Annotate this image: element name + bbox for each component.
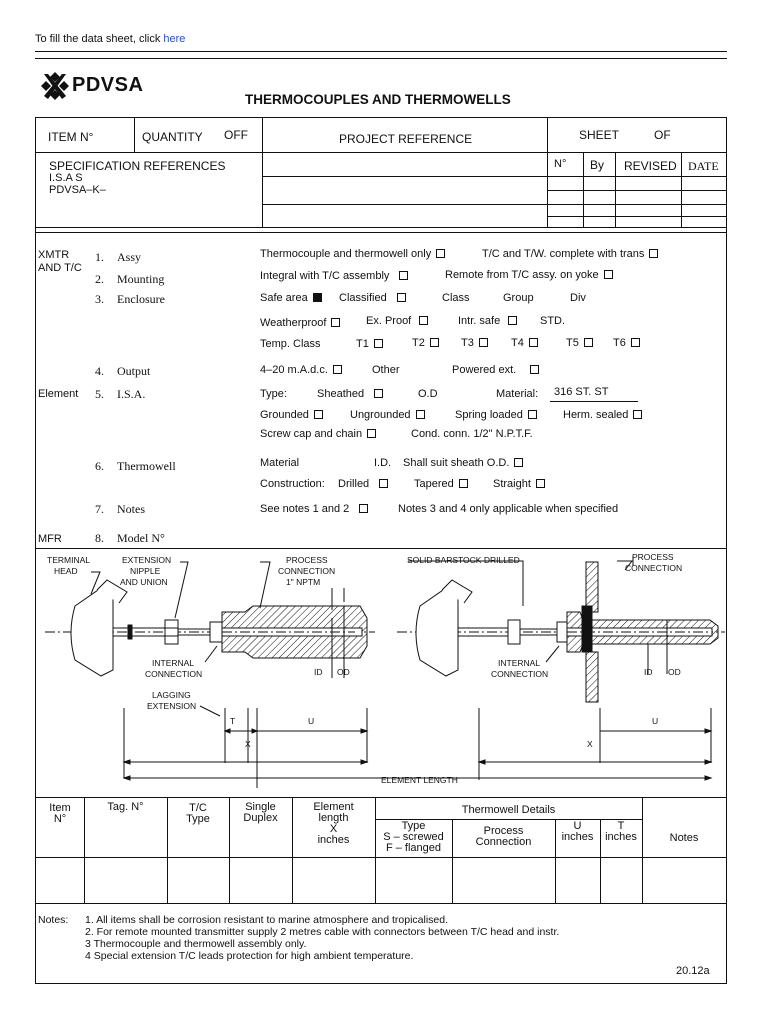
opt-drilled: [338, 478, 388, 490]
opt-weatherproof-text: Weatherproof: [260, 317, 327, 329]
rev-by-label: By: [590, 158, 605, 172]
diag-lagging-1: LAGGING: [152, 690, 191, 700]
th-u-1: U: [573, 820, 582, 832]
th-notes: Notes: [669, 832, 699, 844]
pdvsa-logo: [38, 70, 72, 102]
opt-tw-shall: [403, 457, 523, 469]
opt-assy-b: [482, 248, 658, 260]
opt-output-a-text: 4–20 m.A.d.c.: [260, 364, 328, 376]
opt-weatherproof: [260, 317, 340, 329]
opt-ungrounded-text: Ungrounded: [350, 409, 411, 421]
spec-line-pdvsa: PDVSA–K–: [49, 184, 106, 196]
row-7-label: Notes: [117, 502, 145, 516]
brand-name: PDVSA: [72, 74, 144, 96]
spec-references-label: SPECIFICATION REFERENCES: [49, 159, 226, 173]
diag-solid: SOLID BARSTOCK DRILLED: [407, 555, 520, 565]
opt-herm: [563, 409, 642, 421]
opt-tw-shall-text: Shall suit sheath O.D.: [403, 457, 510, 469]
diag-u-left: U: [308, 716, 315, 726]
opt-material-label: Material:: [496, 388, 539, 400]
opt-t1: [356, 338, 383, 350]
checkbox-mount-b[interactable]: [604, 270, 613, 279]
opt-t4-text: T4: [511, 337, 524, 349]
fill-prompt-text: To fill the data sheet, click: [35, 33, 161, 45]
diag-proc-3: 1" NPTM: [286, 577, 321, 587]
opt-notes-a-text: See notes 1 and 2: [260, 503, 350, 515]
opt-safe-area: [260, 292, 322, 304]
opt-intr-safe-text: Intr. safe: [458, 315, 501, 327]
row-1-label: Assy: [117, 250, 142, 264]
project-reference-label: PROJECT REFERENCE: [339, 132, 473, 146]
th-t: [600, 821, 642, 843]
header-line-end: [35, 227, 727, 228]
item-no-label: ITEM N°: [48, 130, 94, 144]
checkbox-t1[interactable]: [374, 339, 383, 348]
spec-line-isa: I.S.A S: [49, 172, 83, 184]
hdr-h3: [547, 190, 727, 191]
opt-t1-text: T1: [356, 338, 369, 350]
row-6-label: Thermowell: [117, 459, 176, 473]
off-label: OFF: [224, 128, 248, 142]
checkbox-t2[interactable]: [430, 338, 439, 347]
diag-internal-left-1: INTERNAL: [152, 658, 195, 668]
opt-ex-proof-text: Ex. Proof: [366, 315, 412, 327]
diag-proc-1: PROCESS: [286, 555, 328, 565]
opt-assy-a-text: Thermocouple and thermowell only: [260, 248, 432, 260]
hdr-h2: [262, 176, 727, 177]
opt-cond: Cond. conn. 1/2" N.P.T.F.: [411, 428, 533, 440]
th-single-1: Single: [245, 801, 276, 813]
checkbox-t6[interactable]: [631, 338, 640, 347]
opt-output-a: [260, 364, 342, 376]
th-single-2: Duplex: [243, 812, 278, 824]
table-header-bottom: [35, 857, 727, 858]
opt-t6: [613, 337, 640, 349]
opt-spring: [455, 409, 537, 421]
row-4-num: 4.: [95, 364, 104, 378]
opt-powered-text: Powered ext.: [452, 364, 517, 376]
sheet-label: SHEET: [579, 128, 620, 142]
th-item-2: N°: [53, 813, 67, 825]
diag-proc-r-1: PROCESS: [632, 552, 674, 562]
th-type-3: F – flanged: [385, 842, 442, 854]
top-rule-1: [35, 51, 727, 52]
opt-sheathed-text: Sheathed: [317, 388, 365, 400]
opt-classified-text: Classified: [339, 292, 387, 304]
note-3: 3 Thermocouple and thermowell assembly only.: [85, 938, 307, 950]
diag-x-left: X: [245, 739, 251, 749]
th-process: [452, 826, 555, 848]
checkbox-weatherproof[interactable]: [331, 318, 340, 327]
notes-list: [85, 914, 559, 962]
material-underline: [550, 401, 638, 402]
diag-element-length: ELEMENT LENGTH: [381, 775, 458, 785]
frame-top: [35, 117, 727, 118]
th-el-4: inches: [317, 834, 350, 846]
hdr-v2: [262, 117, 263, 227]
checkbox-t3[interactable]: [479, 338, 488, 347]
quantity-label: QUANTITY: [142, 130, 203, 144]
diag-ext-1: EXTENSION: [122, 555, 172, 565]
opt-tw-id: I.D.: [374, 457, 392, 469]
material-value[interactable]: 316 ST. ST: [554, 386, 609, 398]
diag-od-right: OD: [668, 667, 681, 677]
opt-mount-a: [260, 270, 408, 282]
notes-label: Notes:: [38, 914, 69, 926]
opt-classified: [339, 292, 406, 304]
doc-code: 20.12a: [676, 965, 710, 977]
opt-t3-text: T3: [461, 337, 474, 349]
opt-drilled-text: Drilled: [338, 478, 370, 490]
opt-herm-text: Herm. sealed: [563, 409, 629, 421]
opt-t4: [511, 337, 538, 349]
opt-safe-area-text: Safe area: [260, 292, 308, 304]
th-tc-1: T/C: [189, 802, 207, 814]
opt-notes-b: Notes 3 and 4 only applicable when specified: [398, 503, 619, 515]
diag-terminal-head-2: HEAD: [54, 566, 78, 576]
opt-construction: Construction:: [260, 478, 325, 490]
diag-terminal-head-1: TERMINAL: [47, 555, 90, 565]
th-t-1: T: [617, 820, 625, 832]
row-3-num: 3.: [95, 292, 104, 306]
opt-group: Group: [503, 292, 534, 304]
opt-std: STD.: [540, 315, 566, 327]
checkbox-drilled[interactable]: [379, 479, 388, 488]
checkbox-straight[interactable]: [536, 479, 545, 488]
opt-temp-class: Temp. Class: [260, 338, 321, 350]
checkbox-t5[interactable]: [584, 338, 593, 347]
th-u-2: inches: [561, 831, 594, 843]
th-tc: [167, 803, 229, 825]
th-type-2: S – screwed: [383, 831, 444, 843]
opt-ex-proof: [366, 315, 428, 327]
opt-t5-text: T5: [566, 337, 579, 349]
th-item: [35, 803, 85, 825]
row-5-label: I.S.A.: [117, 387, 146, 401]
checkbox-spring[interactable]: [528, 410, 537, 419]
opt-sheathed: [317, 388, 383, 400]
revised-label: REVISED: [624, 159, 677, 173]
th-item-1: Item: [49, 802, 71, 814]
diag-od-left: OD: [337, 667, 350, 677]
opt-t6-text: T6: [613, 337, 626, 349]
date-label: DATE: [688, 159, 719, 173]
table-bottom: [35, 903, 727, 904]
row-3-label: Enclosure: [117, 292, 165, 306]
fill-prompt: [35, 33, 185, 45]
th-element: [292, 802, 375, 846]
row-1-num: 1.: [95, 250, 104, 264]
row-6-num: 6.: [95, 459, 104, 473]
opt-assy-b-text: T/C and T/W. complete with trans: [482, 248, 645, 260]
fill-link[interactable]: here: [163, 33, 186, 45]
opt-straight: [493, 478, 545, 490]
opt-class: Class: [442, 292, 470, 304]
diag-id-right: ID: [644, 667, 653, 677]
checkbox-safe-area[interactable]: [313, 293, 322, 302]
thermocouple-diagram: [35, 548, 727, 798]
th-type: [375, 821, 452, 854]
checkbox-classified[interactable]: [397, 293, 406, 302]
hdr-v1: [134, 117, 135, 152]
terminal-head-left: [71, 588, 113, 676]
diag-ext-2: NIPPLE: [130, 566, 161, 576]
opt-mount-b: [445, 269, 613, 281]
row-4-label: Output: [117, 364, 151, 378]
row-8-num: 8.: [95, 531, 104, 545]
opt-spring-text: Spring loaded: [455, 409, 523, 421]
diag-lagging-2: EXTENSION: [147, 701, 197, 711]
opt-screwcap: [260, 428, 376, 440]
checkbox-intr-safe[interactable]: [508, 316, 517, 325]
opt-screwcap-text: Screw cap and chain: [260, 428, 363, 440]
diag-t: T: [230, 716, 236, 726]
th-pc-1: Process: [483, 825, 524, 837]
opt-t3: [461, 337, 488, 349]
checkbox-screwcap[interactable]: [367, 429, 376, 438]
note-4: 4 Special extension T/C leads protection for high ambient temperature.: [85, 950, 414, 962]
th-single: [229, 802, 292, 824]
opt-assy-a: [260, 248, 445, 260]
checkbox-t4[interactable]: [529, 338, 538, 347]
th-tw-details: Thermowell Details: [461, 804, 556, 816]
checkbox-notes-a[interactable]: [359, 504, 368, 513]
row-2-num: 2.: [95, 272, 104, 286]
checkbox-output-a[interactable]: [333, 365, 342, 374]
frame-bottom: [35, 983, 727, 984]
side-element: Element: [38, 388, 79, 400]
hdr-h4: [262, 204, 727, 205]
side-xmtr: XMTR: [38, 249, 70, 261]
opt-notes-a: [260, 503, 368, 515]
pdvsa-logo-icon: [38, 70, 72, 102]
opt-ungrounded: [350, 409, 425, 421]
th-el-1: Element: [313, 801, 354, 813]
th-el-2: length: [318, 812, 349, 824]
checkbox-tapered[interactable]: [459, 479, 468, 488]
checkbox-ungrounded[interactable]: [416, 410, 425, 419]
opt-t2: [412, 337, 439, 349]
opt-t5: [566, 337, 593, 349]
opt-tw-material: Material: [260, 457, 300, 469]
diag-id-left: ID: [314, 667, 323, 677]
rev-no-label: N°: [554, 158, 567, 170]
diag-x-right: X: [587, 739, 593, 749]
th-tag: Tag. N°: [107, 801, 144, 813]
opt-intr-safe: [458, 315, 517, 327]
spec-line-top: [35, 232, 727, 233]
side-mfr: MFR: [38, 533, 62, 545]
opt-other: Other: [372, 364, 400, 376]
th-u: [555, 821, 600, 843]
opt-tapered-text: Tapered: [414, 478, 454, 490]
diag-ext-3: AND UNION: [120, 577, 168, 587]
checkbox-sheathed[interactable]: [374, 389, 383, 398]
note-2: 2. For remote mounted transmitter supply 2 metres cable with connectors between T/C head and instr.: [85, 926, 560, 938]
header-line-1: [35, 152, 727, 153]
th-pc-2: Connection: [475, 836, 532, 848]
opt-t2-text: T2: [412, 337, 425, 349]
table-top: [35, 797, 727, 798]
opt-type: Type:: [260, 388, 287, 400]
checkbox-powered[interactable]: [530, 365, 539, 374]
checkbox-assy-b[interactable]: [649, 249, 658, 258]
checkbox-assy-a[interactable]: [436, 249, 445, 258]
th-type-1: Type: [401, 820, 426, 832]
opt-div: Div: [570, 292, 586, 304]
side-and-tc: AND T/C: [38, 262, 82, 274]
opt-mount-b-text: Remote from T/C assy. on yoke: [445, 269, 599, 281]
checkbox-herm[interactable]: [633, 410, 642, 419]
top-rule-2: [35, 58, 727, 59]
row-7-num: 7.: [95, 502, 104, 516]
th-t-2: inches: [605, 831, 637, 843]
checkbox-grounded[interactable]: [314, 410, 323, 419]
opt-grounded: [260, 409, 323, 421]
th-el-3: X: [329, 823, 338, 835]
diag-internal-right-2: CONNECTION: [491, 669, 549, 679]
opt-powered: [452, 364, 539, 376]
diag-proc-r-2: CONNECTION: [625, 563, 683, 573]
diag-proc-2: CONNECTION: [278, 566, 336, 576]
opt-mount-a-text: Integral with T/C assembly: [260, 270, 390, 282]
diag-internal-left-2: CONNECTION: [145, 669, 203, 679]
opt-od: O.D: [418, 388, 438, 400]
row-5-num: 5.: [95, 387, 104, 401]
th-tc-2: Type: [186, 813, 210, 825]
of-label: OF: [654, 128, 671, 142]
checkbox-mount-a[interactable]: [399, 271, 408, 280]
checkbox-tw-shall[interactable]: [514, 458, 523, 467]
opt-tapered: [414, 478, 468, 490]
note-1: 1. All items shall be corrosion resistant to marine atmosphere and tropicalised.: [85, 914, 449, 926]
hdr-h5: [547, 216, 727, 217]
diag-u-right: U: [652, 716, 659, 726]
diag-internal-right-1: INTERNAL: [498, 658, 541, 668]
row-8-label: Model N°: [117, 531, 165, 545]
opt-grounded-text: Grounded: [260, 409, 309, 421]
hdr-v3: [547, 117, 548, 227]
row-2-label: Mounting: [117, 272, 165, 286]
tbl-v9: [642, 797, 643, 903]
page-title: THERMOCOUPLES AND THERMOWELLS: [245, 92, 511, 107]
opt-straight-text: Straight: [493, 478, 531, 490]
checkbox-ex-proof[interactable]: [419, 316, 428, 325]
